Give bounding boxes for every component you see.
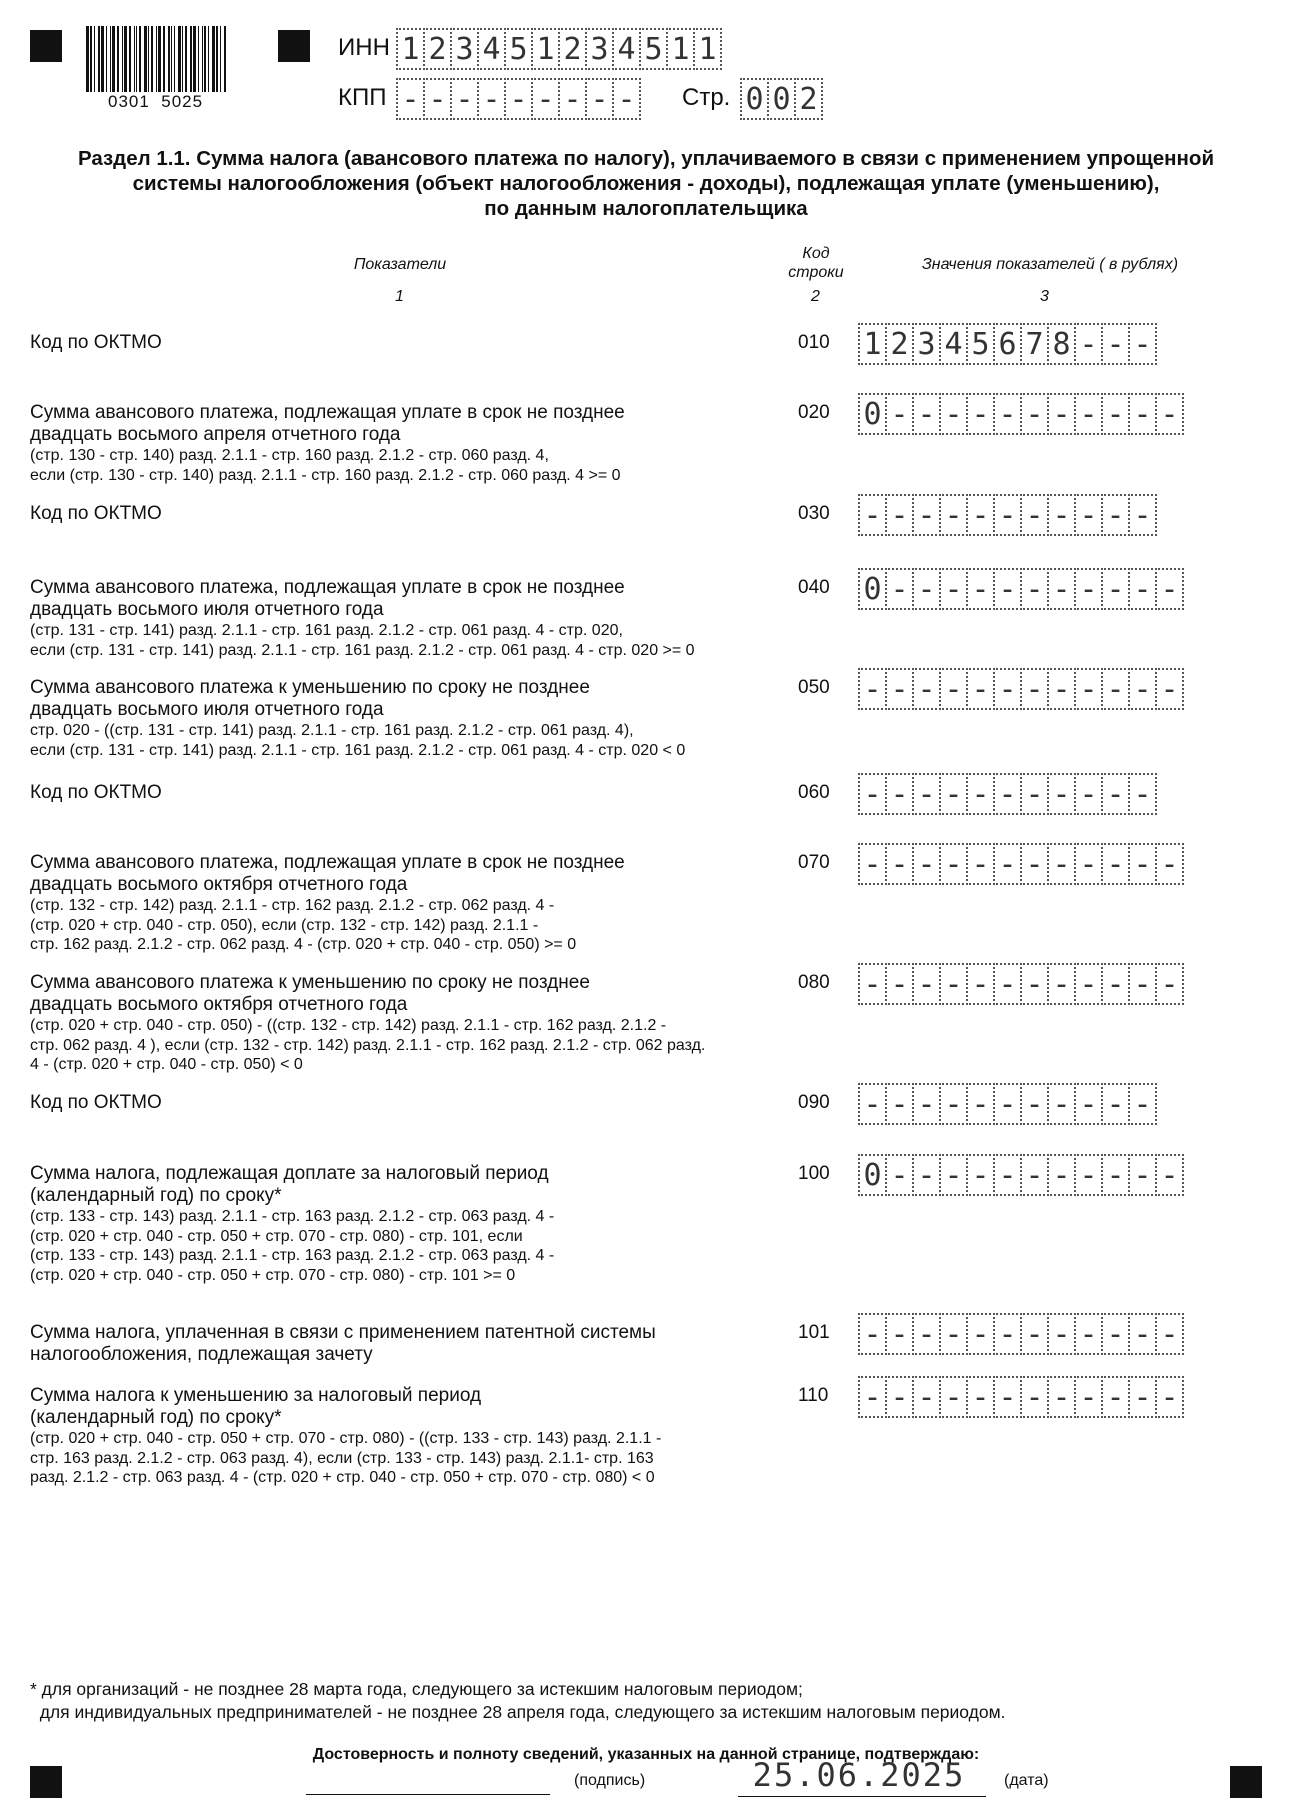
value-cell[interactable]: 7: [1020, 323, 1049, 365]
value-cell[interactable]: -: [993, 1313, 1022, 1355]
row-050-label: Сумма авансового платежа к уменьшению по сроку не позднее двадцать восьмого июля отчетного года стр. 020 - ((стр. 131 - стр. 141) разд. 2.1.1 - стр. 161 разд. 2.1.2 - стр. 061 разд. 4), если (стр. 131 - стр. 141) разд. 2.1.1 - стр. 161 разд. 2.1.2 - стр. 061 разд. 4 - стр. 020 < 0: [30, 677, 686, 759]
value-cell[interactable]: 0: [858, 393, 887, 435]
value-cell[interactable]: -: [858, 1313, 887, 1355]
corner-marker-bottom-right: [1230, 1766, 1262, 1798]
row-060-label: Код по ОКТМО: [30, 782, 162, 803]
value-cell[interactable]: -: [1074, 393, 1103, 435]
value-cell[interactable]: -: [1128, 1313, 1157, 1355]
value-cell[interactable]: -: [912, 1083, 941, 1125]
row-050-value-field[interactable]: [858, 668, 1182, 710]
value-cell[interactable]: -: [1047, 843, 1076, 885]
value-cell[interactable]: -: [1128, 1083, 1157, 1125]
row-080-value-field[interactable]: [858, 963, 1182, 1005]
value-cell[interactable]: 1: [858, 323, 887, 365]
value-cell[interactable]: -: [1101, 1313, 1130, 1355]
kpp-cell[interactable]: -: [612, 78, 641, 120]
column-number-1: 1: [395, 288, 404, 305]
inn-cell[interactable]: 5: [504, 28, 533, 70]
row-100-value-field[interactable]: [858, 1154, 1182, 1196]
value-cell[interactable]: -: [912, 494, 941, 536]
value-cell[interactable]: -: [912, 1376, 941, 1418]
value-cell[interactable]: -: [1155, 668, 1184, 710]
value-cell[interactable]: -: [1128, 773, 1157, 815]
value-cell[interactable]: -: [912, 843, 941, 885]
value-cell[interactable]: -: [1074, 1154, 1103, 1196]
value-cell[interactable]: -: [993, 963, 1022, 1005]
row-code: 050: [798, 677, 830, 698]
value-cell[interactable]: -: [1074, 1376, 1103, 1418]
value-cell[interactable]: -: [885, 494, 914, 536]
value-cell[interactable]: -: [1101, 1083, 1130, 1125]
value-cell[interactable]: -: [885, 568, 914, 610]
row-060-value-field[interactable]: [858, 773, 1155, 815]
value-cell[interactable]: -: [1101, 1376, 1130, 1418]
page-number-cell[interactable]: 2: [794, 78, 823, 120]
corner-marker-top-left: [30, 30, 62, 62]
value-cell[interactable]: -: [912, 1313, 941, 1355]
value-cell[interactable]: -: [1128, 323, 1157, 365]
value-cell[interactable]: -: [1155, 1154, 1184, 1196]
value-cell[interactable]: -: [858, 963, 887, 1005]
value-cell[interactable]: -: [1020, 1083, 1049, 1125]
value-cell[interactable]: -: [1047, 1083, 1076, 1125]
barcode-image: [86, 26, 252, 92]
value-cell[interactable]: -: [912, 1154, 941, 1196]
inn-cell[interactable]: 2: [558, 28, 587, 70]
inn-cell[interactable]: 1: [666, 28, 695, 70]
value-cell[interactable]: -: [1020, 668, 1049, 710]
row-010-value-field[interactable]: [858, 323, 1155, 365]
row-code: 090: [798, 1092, 830, 1113]
confirmation-text: Достоверность и полноту сведений, указанных на данной странице, подтверждаю:: [312, 1746, 980, 1763]
value-cell[interactable]: -: [1020, 568, 1049, 610]
value-cell[interactable]: -: [993, 843, 1022, 885]
row-080-label: Сумма авансового платежа к уменьшению по сроку не позднее двадцать восьмого октября отчетного года (стр. 020 + стр. 040 - стр. 050) - ((стр. 132 - стр. 142) разд. 2.1.1 - стр. 162 разд. 2.1.2 - стр. 062 разд. 4 ), если (стр. 132 - стр. 142) разд. 2.1.1 - стр. 162 разд. 2.1.2 - стр. 062 разд. 4 - (стр. 020 + стр. 040 - стр. 050) < 0: [30, 972, 706, 1073]
value-cell[interactable]: -: [1101, 568, 1130, 610]
value-cell[interactable]: -: [1074, 1083, 1103, 1125]
row-code: 100: [798, 1163, 830, 1184]
value-cell[interactable]: -: [1155, 568, 1184, 610]
value-cell[interactable]: -: [939, 1376, 968, 1418]
inn-cell[interactable]: 3: [450, 28, 479, 70]
value-cell[interactable]: -: [993, 568, 1022, 610]
row-010-label: Код по ОКТМО: [30, 332, 162, 353]
value-cell[interactable]: -: [1101, 668, 1130, 710]
value-cell[interactable]: 5: [966, 323, 995, 365]
value-cell[interactable]: -: [939, 843, 968, 885]
row-code: 110: [798, 1385, 829, 1406]
corner-marker-bottom-left: [30, 1766, 62, 1798]
value-cell[interactable]: -: [1101, 843, 1130, 885]
value-cell[interactable]: -: [1155, 963, 1184, 1005]
kpp-cell[interactable]: -: [585, 78, 614, 120]
value-cell[interactable]: -: [1047, 494, 1076, 536]
corner-marker-top-right: [278, 30, 310, 62]
value-cell[interactable]: -: [966, 1313, 995, 1355]
value-cell[interactable]: -: [1074, 773, 1103, 815]
value-cell[interactable]: -: [912, 568, 941, 610]
row-020-label: Сумма авансового платежа, подлежащая уплате в срок не позднее двадцать восьмого апреля отчетного года (стр. 130 - стр. 140) разд. 2.1.1 - стр. 160 разд. 2.1.2 - стр. 060 разд. 4, если (стр. 130 - стр. 140) разд. 2.1.1 - стр. 160 разд. 2.1.2 - стр. 060 разд. 4 >= 0: [30, 402, 625, 484]
value-cell[interactable]: -: [939, 963, 968, 1005]
row-code: 020: [798, 402, 830, 423]
value-cell[interactable]: 4: [939, 323, 968, 365]
value-cell[interactable]: -: [1128, 1154, 1157, 1196]
kpp-cell[interactable]: -: [477, 78, 506, 120]
value-cell[interactable]: -: [993, 1154, 1022, 1196]
value-cell[interactable]: -: [885, 1083, 914, 1125]
inn-field[interactable]: [396, 28, 720, 70]
row-040-value-field[interactable]: [858, 568, 1182, 610]
value-cell[interactable]: -: [966, 568, 995, 610]
kpp-field[interactable]: [396, 78, 639, 120]
inn-cell[interactable]: 4: [477, 28, 506, 70]
value-cell[interactable]: -: [1020, 494, 1049, 536]
value-cell[interactable]: -: [858, 773, 887, 815]
value-cell[interactable]: -: [1047, 568, 1076, 610]
row-code: 040: [798, 577, 830, 598]
inn-cell[interactable]: 2: [423, 28, 452, 70]
value-cell[interactable]: -: [885, 843, 914, 885]
kpp-cell[interactable]: -: [450, 78, 479, 120]
row-code: 060: [798, 782, 830, 803]
value-cell[interactable]: -: [1101, 1154, 1130, 1196]
row-030-label: Код по ОКТМО: [30, 503, 162, 524]
value-cell[interactable]: -: [966, 1083, 995, 1125]
value-cell[interactable]: -: [993, 393, 1022, 435]
value-cell[interactable]: -: [885, 1154, 914, 1196]
value-cell[interactable]: -: [993, 773, 1022, 815]
row-040-label: Сумма авансового платежа, подлежащая уплате в срок не позднее двадцать восьмого июля отчетного года (стр. 131 - стр. 141) разд. 2.1.1 - стр. 161 разд. 2.1.2 - стр. 061 разд. 4 - стр. 020, если (стр. 131 - стр. 141) разд. 2.1.1 - стр. 161 разд. 2.1.2 - стр. 061 разд. 4 - стр. 020 >= 0: [30, 577, 695, 659]
value-cell[interactable]: -: [1074, 668, 1103, 710]
date-underline: [738, 1796, 986, 1797]
inn-cell[interactable]: 1: [531, 28, 560, 70]
kpp-cell[interactable]: -: [504, 78, 533, 120]
value-cell[interactable]: -: [1020, 393, 1049, 435]
value-cell[interactable]: -: [858, 494, 887, 536]
value-cell[interactable]: -: [966, 668, 995, 710]
row-020-value-field[interactable]: [858, 393, 1182, 435]
row-100-label: Сумма налога, подлежащая доплате за налоговый период (календарный год) по сроку* (стр. 133 - стр. 143) разд. 2.1.1 - стр. 163 разд. 2.1.2 - стр. 063 разд. 4 - (стр. 020 + стр. 040 - стр. 050 + стр. 070 - стр. 080) - стр. 101, если (стр. 133 - стр. 143) разд. 2.1.1 - стр. 163 разд. 2.1.2 - стр. 063 разд. 4 - (стр. 020 + стр. 040 - стр. 050 + стр. 070 - стр. 080) - стр. 101 >= 0: [30, 1163, 555, 1284]
inn-cell[interactable]: 3: [585, 28, 614, 70]
value-cell[interactable]: -: [1101, 323, 1130, 365]
value-cell[interactable]: -: [1020, 1313, 1049, 1355]
row-090-value-field[interactable]: [858, 1083, 1155, 1125]
value-cell[interactable]: -: [966, 1376, 995, 1418]
signature-label: (подпись): [574, 1772, 646, 1789]
value-cell[interactable]: -: [1047, 393, 1076, 435]
value-cell[interactable]: -: [885, 963, 914, 1005]
value-cell[interactable]: -: [1074, 963, 1103, 1005]
row-code: 101: [798, 1322, 830, 1343]
inn-cell[interactable]: 5: [639, 28, 668, 70]
row-110-label: Сумма налога к уменьшению за налоговый период (календарный год) по сроку* (стр. 020 + стр. 040 - стр. 050 + стр. 070 - стр. 080) - ((стр. 133 - стр. 143) разд. 2.1.1 - стр. 163 разд. 2.1.2 - стр. 063 разд. 4), если (стр. 133 - стр. 143) разд. 2.1.1- стр. 163 разд. 2.1.2 - стр. 063 разд. 4 - (стр. 020 + стр. 040 - стр. 050 + стр. 070 - стр. 080) < 0: [30, 1385, 662, 1486]
value-cell[interactable]: -: [1128, 393, 1157, 435]
kpp-label: КПП: [338, 84, 387, 111]
value-cell[interactable]: -: [1155, 1376, 1184, 1418]
value-cell[interactable]: -: [1101, 494, 1130, 536]
value-cell[interactable]: -: [939, 1154, 968, 1196]
kpp-cell[interactable]: -: [396, 78, 425, 120]
value-cell[interactable]: -: [885, 668, 914, 710]
barcode-number: 0301 5025: [108, 92, 204, 111]
value-cell[interactable]: -: [1155, 843, 1184, 885]
row-code: 080: [798, 972, 830, 993]
value-cell[interactable]: -: [1128, 494, 1157, 536]
value-cell[interactable]: -: [1047, 1313, 1076, 1355]
value-cell[interactable]: -: [1047, 1154, 1076, 1196]
value-cell[interactable]: -: [1155, 1313, 1184, 1355]
page-label: Стр.: [682, 84, 731, 111]
value-cell[interactable]: -: [939, 393, 968, 435]
value-cell[interactable]: -: [1101, 963, 1130, 1005]
value-cell[interactable]: -: [966, 963, 995, 1005]
value-cell[interactable]: -: [885, 393, 914, 435]
value-cell[interactable]: -: [939, 773, 968, 815]
value-cell[interactable]: -: [858, 843, 887, 885]
page-number-cell[interactable]: 0: [740, 78, 769, 120]
value-cell[interactable]: -: [966, 843, 995, 885]
row-code: 030: [798, 503, 830, 524]
value-cell[interactable]: -: [885, 1313, 914, 1355]
value-cell[interactable]: -: [858, 668, 887, 710]
value-cell[interactable]: -: [966, 773, 995, 815]
value-cell[interactable]: -: [993, 1083, 1022, 1125]
inn-label: ИНН: [338, 34, 390, 61]
value-cell[interactable]: -: [1128, 1376, 1157, 1418]
section-title: Раздел 1.1. Сумма налога (авансового платежа по налогу), уплачиваемого в связи с применением упрощенной системы налогообложения (объект налогообложения - доходы), подлежащая уплате (уменьшению), по данным налогоплательщика: [77, 147, 1215, 220]
inn-cell[interactable]: 1: [396, 28, 425, 70]
value-cell[interactable]: -: [1074, 1313, 1103, 1355]
date-value[interactable]: 25.06.2025: [752, 1756, 966, 1794]
kpp-cell[interactable]: -: [558, 78, 587, 120]
value-cell[interactable]: -: [912, 963, 941, 1005]
value-cell[interactable]: -: [939, 494, 968, 536]
value-cell[interactable]: -: [885, 773, 914, 815]
row-101-value-field[interactable]: [858, 1313, 1182, 1355]
signature-field[interactable]: [306, 1794, 550, 1795]
value-cell[interactable]: -: [858, 1376, 887, 1418]
value-cell[interactable]: 6: [993, 323, 1022, 365]
value-cell[interactable]: -: [1020, 1376, 1049, 1418]
column-header-values: Значения показателей ( в рублях): [921, 256, 1179, 273]
value-cell[interactable]: -: [993, 1376, 1022, 1418]
value-cell[interactable]: 0: [858, 1154, 887, 1196]
value-cell[interactable]: -: [1128, 568, 1157, 610]
value-cell[interactable]: -: [1074, 494, 1103, 536]
value-cell[interactable]: -: [993, 494, 1022, 536]
column-number-2: 2: [811, 288, 820, 305]
value-cell[interactable]: -: [912, 393, 941, 435]
row-101-label: Сумма налога, уплаченная в связи с применением патентной системы налогообложения, подлежащая зачету: [30, 1322, 656, 1365]
value-cell[interactable]: -: [1020, 1154, 1049, 1196]
value-cell[interactable]: 8: [1047, 323, 1076, 365]
row-070-label: Сумма авансового платежа, подлежащая уплате в срок не позднее двадцать восьмого октября отчетного года (стр. 132 - стр. 142) разд. 2.1.1 - стр. 162 разд. 2.1.2 - стр. 062 разд. 4 - (стр. 020 + стр. 040 - стр. 050), если (стр. 132 - стр. 142) разд. 2.1.1 - стр. 162 разд. 2.1.2 - стр. 062 разд. 4 - (стр. 020 + стр. 040 - стр. 050) >= 0: [30, 852, 625, 953]
value-cell[interactable]: -: [939, 568, 968, 610]
row-090-label: Код по ОКТМО: [30, 1092, 162, 1113]
value-cell[interactable]: -: [1101, 393, 1130, 435]
kpp-cell[interactable]: -: [531, 78, 560, 120]
value-cell[interactable]: -: [1020, 773, 1049, 815]
value-cell[interactable]: -: [1128, 668, 1157, 710]
value-cell[interactable]: -: [1128, 843, 1157, 885]
column-number-3: 3: [1040, 288, 1049, 305]
value-cell[interactable]: -: [1128, 963, 1157, 1005]
value-cell[interactable]: -: [1074, 568, 1103, 610]
value-cell[interactable]: -: [912, 773, 941, 815]
value-cell[interactable]: -: [939, 1313, 968, 1355]
value-cell[interactable]: 3: [912, 323, 941, 365]
inn-cell[interactable]: 4: [612, 28, 641, 70]
page-number-field[interactable]: [740, 78, 821, 120]
inn-cell[interactable]: 1: [693, 28, 722, 70]
value-cell[interactable]: -: [858, 1083, 887, 1125]
value-cell[interactable]: -: [1020, 843, 1049, 885]
date-label: (дата): [1004, 1772, 1049, 1789]
row-070-value-field[interactable]: [858, 843, 1182, 885]
footnote: * для организаций - не позднее 28 марта года, следующего за истекшим налоговым периодом; для индивидуальных предпринимателей - не позднее 28 апреля года, следующего за истекшим налоговым периодом.: [30, 1679, 1006, 1722]
row-code: 010: [798, 332, 830, 353]
value-cell[interactable]: -: [939, 1083, 968, 1125]
value-cell[interactable]: -: [966, 1154, 995, 1196]
row-030-value-field[interactable]: [858, 494, 1155, 536]
value-cell[interactable]: -: [966, 393, 995, 435]
value-cell[interactable]: -: [1047, 1376, 1076, 1418]
column-header-indicators: Показатели: [353, 256, 447, 273]
row-110-value-field[interactable]: [858, 1376, 1182, 1418]
column-header-code: Код строки: [788, 245, 844, 281]
value-cell[interactable]: -: [1020, 963, 1049, 1005]
value-cell[interactable]: -: [939, 668, 968, 710]
value-cell[interactable]: 0: [858, 568, 887, 610]
value-cell[interactable]: -: [1047, 773, 1076, 815]
value-cell[interactable]: -: [1047, 963, 1076, 1005]
value-cell[interactable]: -: [885, 1376, 914, 1418]
value-cell[interactable]: -: [1155, 393, 1184, 435]
value-cell[interactable]: -: [993, 668, 1022, 710]
value-cell[interactable]: -: [966, 494, 995, 536]
kpp-cell[interactable]: -: [423, 78, 452, 120]
value-cell[interactable]: -: [912, 668, 941, 710]
value-cell[interactable]: -: [1074, 843, 1103, 885]
page-number-cell[interactable]: 0: [767, 78, 796, 120]
value-cell[interactable]: -: [1074, 323, 1103, 365]
value-cell[interactable]: 2: [885, 323, 914, 365]
row-code: 070: [798, 852, 830, 873]
value-cell[interactable]: -: [1047, 668, 1076, 710]
value-cell[interactable]: -: [1101, 773, 1130, 815]
